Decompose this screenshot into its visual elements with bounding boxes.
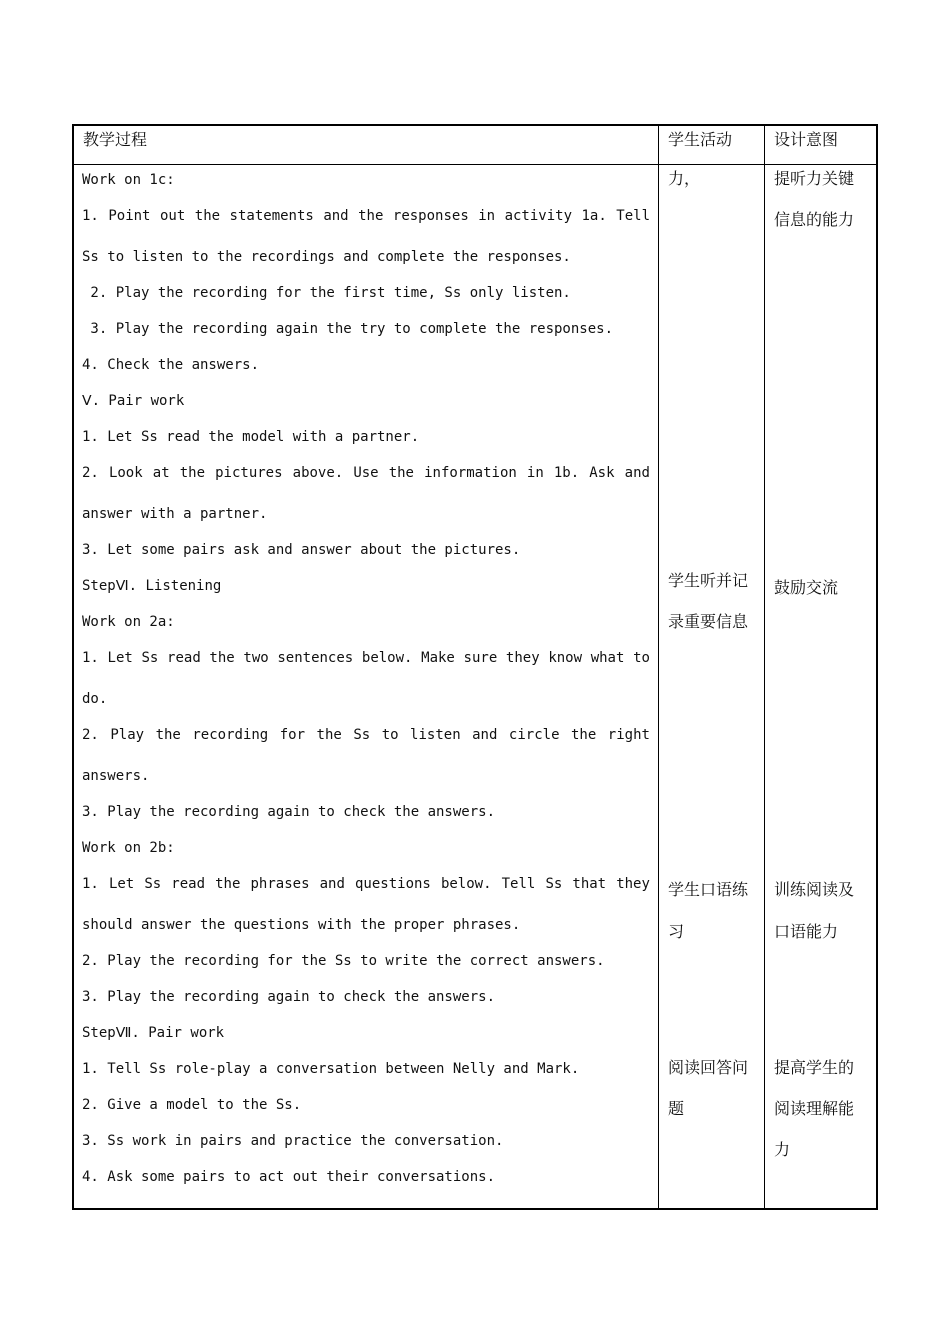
intent-line: 提听力关键	[774, 169, 855, 188]
header-student-activity: 学生活动	[668, 130, 733, 149]
process-line: 1. Let Ss read the two sentences below. Make sure they know what to	[82, 650, 650, 666]
activity-line: 力，	[668, 169, 701, 188]
process-line: Work on 2b:	[82, 840, 175, 856]
intent-line: 口语能力	[774, 922, 839, 941]
process-line: StepⅥ. Listening	[82, 578, 222, 594]
intent-line: 力	[774, 1140, 791, 1159]
process-line: 2. Give a model to the Ss.	[82, 1097, 302, 1113]
process-line: 4. Check the answers.	[82, 357, 260, 373]
activity-line: 学生口语练	[668, 880, 749, 899]
process-line: 2. Play the recording for the Ss to listen and circle the right	[82, 727, 650, 743]
activity-line: 阅读回答问	[668, 1058, 749, 1077]
process-line: Work on 1c:	[82, 172, 175, 188]
process-line: 1. Let Ss read the phrases and questions below. Tell Ss that they	[82, 876, 650, 892]
process-line: 2. Play the recording for the first time, Ss only listen.	[82, 285, 571, 301]
activity-line: 录重要信息	[668, 612, 749, 631]
process-line: 2. Play the recording for the Ss to write the correct answers.	[82, 953, 605, 969]
process-line: 2. Look at the pictures above. Use the information in 1b. Ask and	[82, 465, 650, 481]
process-line: 1. Tell Ss role-play a conversation between Nelly and Mark.	[82, 1061, 580, 1077]
process-column	[82, 126, 650, 1206]
lesson-plan-table	[72, 124, 878, 1210]
process-line: 1. Let Ss read the model with a partner.	[82, 429, 420, 445]
intent-line: 阅读理解能	[774, 1099, 855, 1118]
activity-line: 题	[668, 1099, 685, 1118]
intent-line: 提高学生的	[774, 1058, 855, 1077]
student-activity-column	[668, 126, 760, 1206]
process-line: answer with a partner.	[82, 506, 268, 522]
column-divider	[764, 126, 765, 1208]
process-line: 3. Play the recording again to check the answers.	[82, 804, 496, 820]
process-line: 4. Ask some pairs to act out their conversations.	[82, 1169, 496, 1185]
intent-line: 信息的能力	[774, 210, 855, 229]
process-line: answers.	[82, 768, 150, 784]
process-line: 1. Point out the statements and the responses in activity 1a. Tell	[82, 208, 650, 224]
process-line: do.	[82, 691, 108, 707]
process-line: Work on 2a:	[82, 614, 175, 630]
intent-line: 训练阅读及	[774, 880, 855, 899]
activity-line: 习	[668, 922, 685, 941]
process-line: Ss to listen to the recordings and complete the responses.	[82, 249, 571, 265]
header-design-intent: 设计意图	[774, 130, 839, 149]
intent-line: 鼓励交流	[774, 578, 839, 597]
process-line: 3. Ss work in pairs and practice the conversation.	[82, 1133, 504, 1149]
process-line: should answer the questions with the proper phrases.	[82, 917, 521, 933]
column-divider	[658, 126, 659, 1208]
design-intent-column	[774, 126, 874, 1206]
header-process: 教学过程	[83, 130, 148, 149]
process-line: 3. Play the recording again to check the answers.	[82, 989, 496, 1005]
activity-line: 学生听并记	[668, 571, 749, 590]
process-line: 3. Play the recording again the try to complete the responses.	[82, 321, 614, 337]
process-line: 3. Let some pairs ask and answer about the pictures.	[82, 542, 521, 558]
process-line: StepⅦ. Pair work	[82, 1025, 225, 1041]
process-line: Ⅴ. Pair work	[82, 393, 185, 409]
